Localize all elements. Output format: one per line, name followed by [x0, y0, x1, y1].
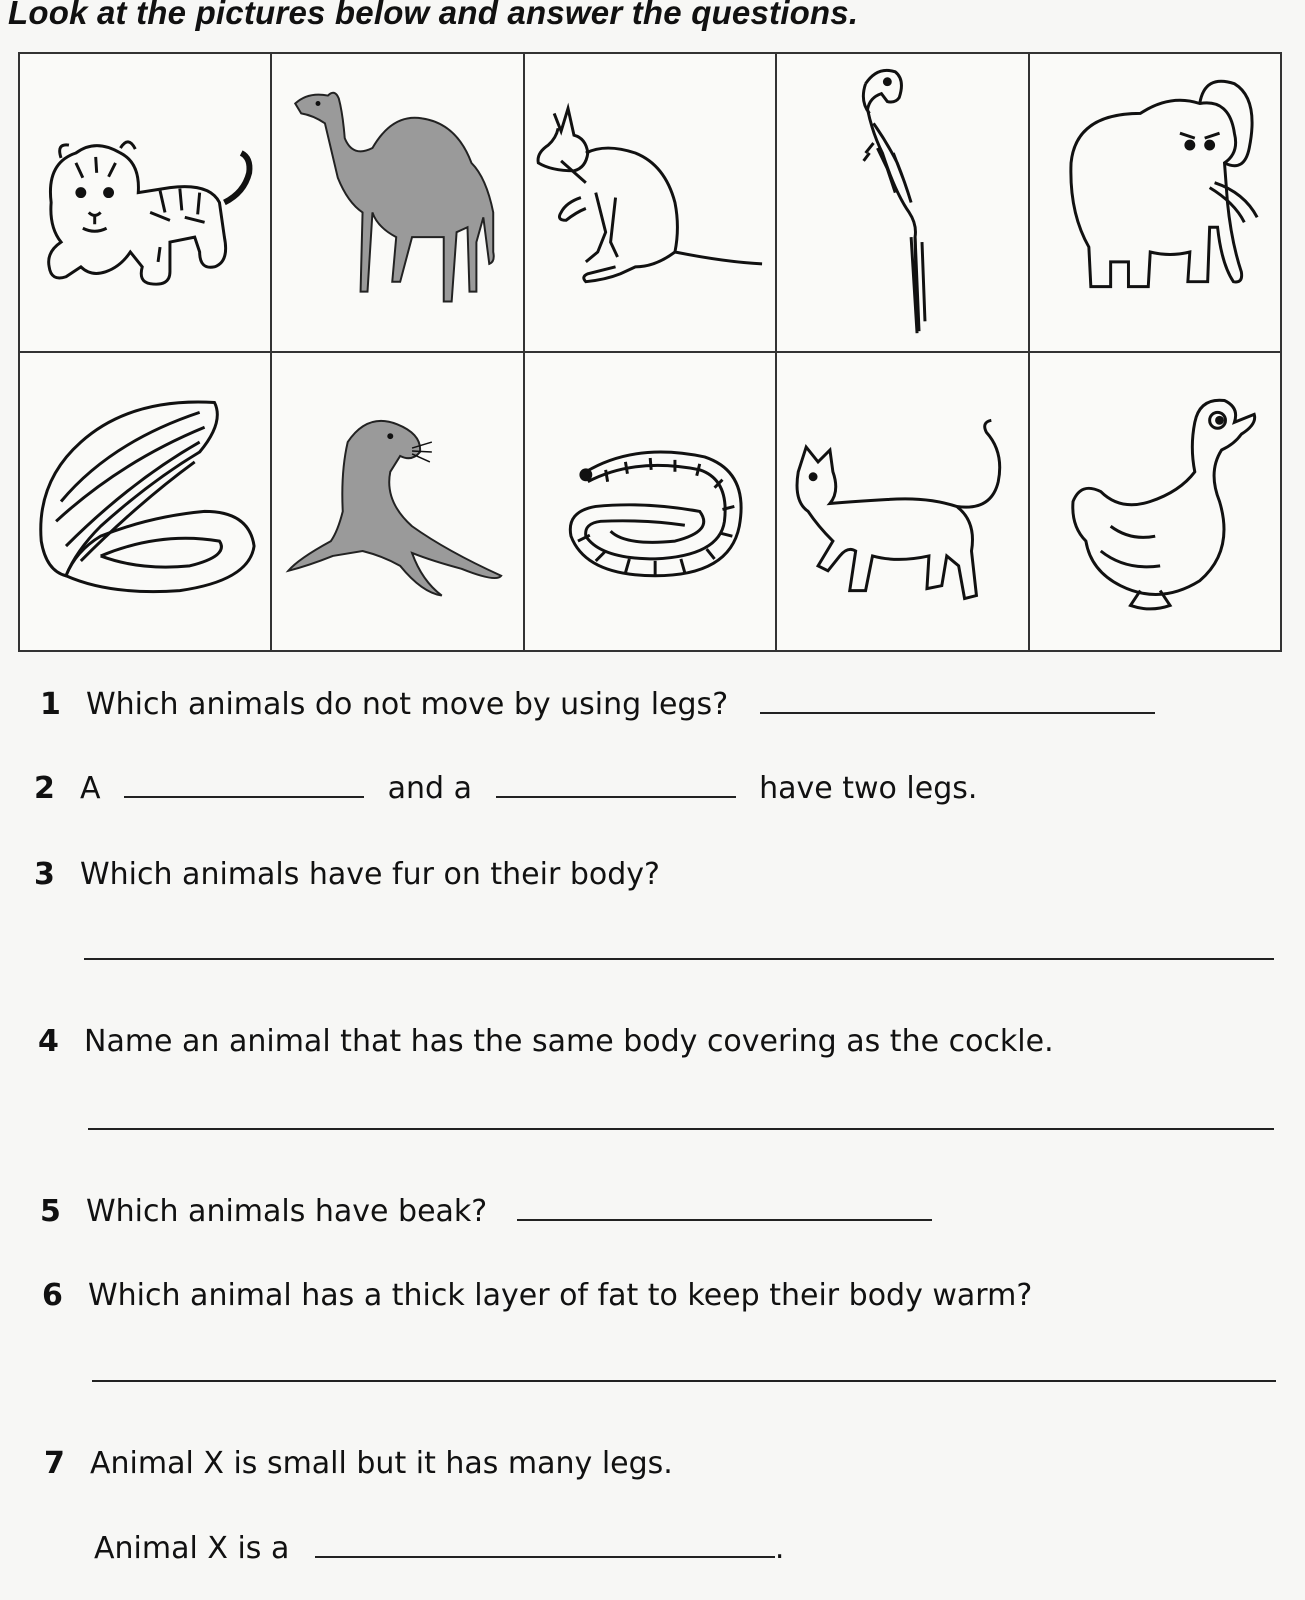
question-3 — [34, 857, 660, 892]
question-6 — [42, 1278, 1032, 1313]
cockle-icon — [20, 353, 270, 650]
question-7 — [44, 1446, 673, 1481]
answer-7-blank[interactable] — [315, 1530, 775, 1558]
tiger-cell — [19, 53, 271, 352]
question-7-end: . — [774, 1531, 785, 1566]
question-2-part1: A — [80, 771, 101, 806]
question-2-part3: have two legs. — [759, 771, 978, 806]
answer-3-line[interactable] — [84, 958, 1274, 960]
question-1 — [40, 686, 1155, 722]
question-7-line2-text: Animal X is a — [94, 1531, 290, 1566]
cockle-cell — [19, 352, 271, 651]
kangaroo-icon — [525, 54, 775, 351]
animal-picture-grid — [18, 52, 1282, 652]
question-2-part2: and a — [387, 771, 472, 806]
worm-cell — [524, 352, 776, 651]
tiger-icon — [20, 54, 270, 351]
question-2-number: 2 — [34, 771, 55, 806]
answer-5-blank[interactable] — [517, 1193, 932, 1221]
question-1-number: 1 — [40, 687, 61, 722]
question-5 — [40, 1193, 932, 1229]
question-4-text: Name an animal that has the same body covering as the cockle. — [84, 1024, 1054, 1059]
worksheet-title: Look at the pictures below and answer the questions. — [8, 0, 859, 31]
question-6-text: Which animal has a thick layer of fat to keep their body warm? — [88, 1278, 1033, 1313]
answer-4-line[interactable] — [88, 1128, 1274, 1130]
answer-6-line[interactable] — [92, 1380, 1276, 1382]
question-6-number: 6 — [42, 1278, 63, 1313]
cat-cell — [776, 352, 1028, 651]
answer-2b-blank[interactable] — [496, 770, 736, 798]
duck-cell — [1029, 352, 1281, 651]
question-2 — [34, 770, 977, 806]
question-1-text: Which animals do not move by using legs? — [86, 687, 729, 722]
question-4-number: 4 — [38, 1024, 59, 1059]
answer-1-blank[interactable] — [760, 686, 1155, 714]
answer-2a-blank[interactable] — [124, 770, 364, 798]
kangaroo-cell — [524, 53, 776, 352]
parrot-icon — [777, 54, 1027, 351]
seal-icon — [272, 353, 522, 650]
question-5-number: 5 — [40, 1194, 61, 1229]
question-3-text: Which animals have fur on their body? — [80, 857, 660, 892]
question-7-number: 7 — [44, 1446, 65, 1481]
duck-icon — [1030, 353, 1280, 650]
elephant-cell — [1029, 53, 1281, 352]
elephant-icon — [1030, 54, 1280, 351]
camel-cell — [271, 53, 523, 352]
worm-icon — [525, 353, 775, 650]
cat-icon — [777, 353, 1027, 650]
question-5-text: Which animals have beak? — [86, 1194, 488, 1229]
camel-icon — [272, 54, 522, 351]
question-3-number: 3 — [34, 857, 55, 892]
seal-cell — [271, 352, 523, 651]
question-7-line2 — [94, 1530, 784, 1566]
parrot-cell — [776, 53, 1028, 352]
question-4 — [38, 1024, 1054, 1059]
question-7-text: Animal X is small but it has many legs. — [90, 1446, 673, 1481]
